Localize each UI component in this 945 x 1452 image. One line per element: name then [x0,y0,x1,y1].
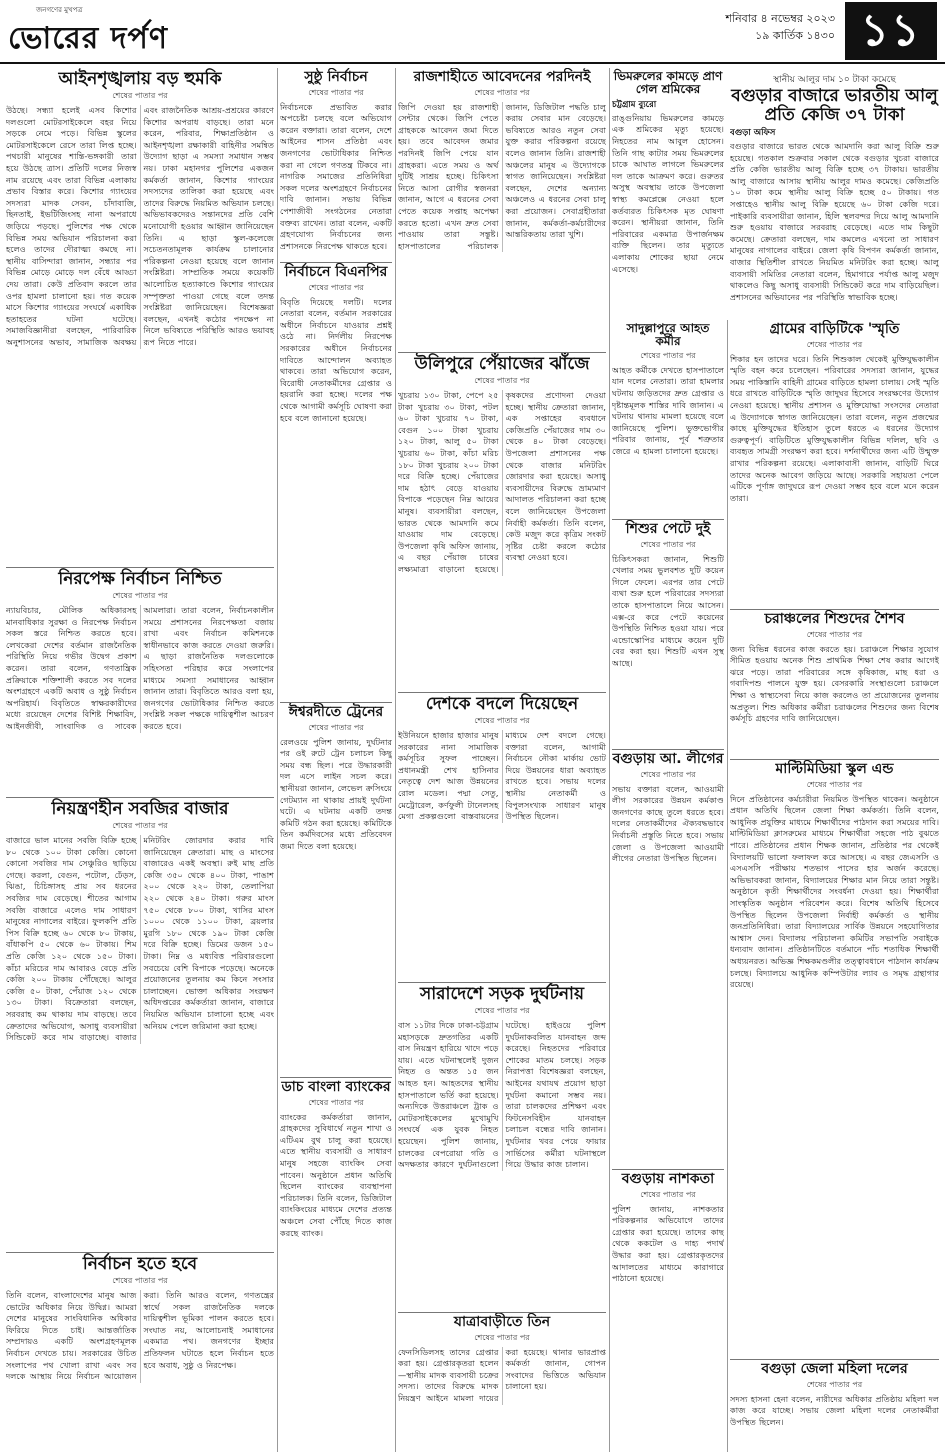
story-biyonpor[interactable] [280,263,392,703]
story-body: রাঙ্গুনিয়ায় ভিমরুলের কামড়ে এক শ্রমিকের মৃত্যু হয়েছে। নিহতের নাম আবুল হোসেন। তিনি গাছ কাটার সময় ভিমরুলের চাকে আঘাত লাগলে ভিমরুলের দল তাকে আক্রমণ করে। গুরুতর অসুস্থ অবস্থায় তাকে উপজেলা স্বাস্থ্য কমপ্লেক্সে নেওয়া হলে কর্তব্যরত চিকিৎসক মৃত ঘোষণা করেন। স্থানীয়রা জানান, তিনি পরিবারের একমাত্র উপার্জনক্ষম ব্যক্তি ছিলেন। তার মৃত্যুতে এলাকায় শোকের ছায়া নেমে এসেছে। [612,112,724,274]
story-body: বাস ১১টার দিকে ঢাকা-চট্টগ্রাম মহাসড়কে দ্রুতগতির একটি বাস নিয়ন্ত্রণ হারিয়ে খাদে পড়ে যায়। এতে ঘটনাস্থলেই দুজন নিহত ও অন্তত ১৫ জন আহত হন। আহতদের স্থানীয় হাসপাতালে ভর্তি করা হয়েছে। অন্যদিকে উত্তরাঞ্চলে ট্রাক ও মোটরসাইকেলের মুখোমুখি সংঘর্ষে এক যুবক নিহত হয়েছেন। পুলিশ জানায়, চালকের বেপরোয়া গতি ও অদক্ষতার কারণে দুর্ঘটনাগুলো ঘটেছে। হাইওয়ে পুলিশ দুর্ঘটনাকবলিত যানবাহন জব্দ করেছে। নিহতদের পরিবারে শোকের মাতম চলছে। সড়ক নিরাপত্তা বিশেষজ্ঞরা বলছেন, আইনের যথাযথ প্রয়োগ ছাড়া দুর্ঘটনা কমানো সম্ভব নয়। তারা চালকদের প্রশিক্ষণ এবং ফিটনেসবিহীন যানবাহন চলাচল বন্ধের দাবি জানান। দুর্ঘটনার খবর পেয়ে ফায়ার সার্ভিসের কর্মীরা ঘটনাস্থলে গিয়ে উদ্ধার কাজ চালান। [398,1020,606,1170]
story-headline[interactable]: ডাচ বাংলা ব্যাংকের [281,1079,391,1095]
column-5-lower [730,320,939,1452]
story-sushtho[interactable] [280,68,392,263]
story-body: বগুড়ার বাজারে ভারত থেকে আমদানি করা আলু বিক্রি শুরু হয়েছে। গতকাল শুক্রবার সকাল থেকে বগুড়ার খুচরা বাজারে প্রতি কেজি ভারতীয় আলু বিক্রি হচ্ছে ৩৭ টাকায়। ভারতীয় আলু বাজারে আসায় স্থানীয় আলুর দামও কমেছে। কেজিপ্রতি ১০ টাকা কমে স্থানীয় আলু বিক্রি হচ্ছে ৫০ টাকায়। গত সপ্তাহেও স্থানীয় আলু বিক্রি হয়েছে ৬০ টাকা কেজি দরে। পাইকারি ব্যবসায়ীরা জানান, হিলি স্থলবন্দর দিয়ে আলু আমদানি শুরু হওয়ায় বাজারে সরবরাহ বেড়েছে। এতে দাম কিছুটা কমেছে। ক্রেতারা বলছেন, দাম কমলেও এখনো তা সাধারণ মানুষের নাগালের বাইরে। জেলা কৃষি বিপণন কর্মকর্তা জানান, বাজার স্থিতিশীল রাখতে নিয়মিত মনিটরিং করা হচ্ছে। আলু ব্যবসায়ী সমিতির নেতারা বলেন, হিমাগারে পর্যাপ্ত আলু মজুদ থাকলেও কিছু অসাধু ব্যবসায়ী সিন্ডিকেট করে দাম বাড়িয়েছিল। প্রশাসনের অভিযানের পর পরিস্থিতি স্বাভাবিক হচ্ছে। [730,141,939,302]
story-sorok[interactable] [398,983,606,1313]
column-divider [277,68,278,1452]
story-body: শিকার হন তাদের ঘরে। তিনি শিশুকাল থেকেই মুক্তিযুদ্ধকালীন স্মৃতি বহন করে চলেছেন। পরিবারের সদস্যরা জানান, যুদ্ধের সময় পাকিস্তানি বাহিনী গ্রামের বাড়িতে হামলা চালায়। সেই স্মৃতি ধরে রাখতে বাড়িটিকে স্মৃতি জাদুঘর হিসেবে সংরক্ষণের উদ্যোগ নেওয়া হয়েছে। স্থানীয় প্রশাসন ও মুক্তিযোদ্ধা সংসদের নেতারা এ উদ্যোগকে স্বাগত জানিয়েছেন। তারা বলেন, নতুন প্রজন্মের কাছে মুক্তিযুদ্ধের ইতিহাস তুলে ধরতে এ ধরনের উদ্যোগ গুরুত্বপূর্ণ। বাড়িটিতে মুক্তিযুদ্ধকালীন বিভিন্ন দলিল, ছবি ও ব্যবহৃত সামগ্রী সংরক্ষণ করা হবে। দর্শনার্থীদের জন্য এটি উন্মুক্ত রাখার পরিকল্পনা রয়েছে। এলাকাবাসী জানান, বাড়িটি ঘিরে তাদের অনেক আবেগ জড়িয়ে আছে। সরকারি সহায়তা পেলে এটিকে পূর্ণাঙ্গ জাদুঘরে রূপ দেওয়া সম্ভব হবে বলে মনে করেন তারা। [730,353,939,503]
date-gregorian: শনিবার ৪ নভেম্বর ২০২৩ [725,12,835,25]
story-body: ব্যাংকের কর্মকর্তারা জানান, গ্রাহকদের সুবিধার্থে নতুন শাখা ও এটিএম বুথ চালু করা হয়েছে। এতে স্থানীয় ব্যবসায়ী ও সাধারণ মানুষ সহজে ব্যাংকিং সেবা পাবেন। অনুষ্ঠানে প্রধান অতিথি ছিলেন ব্যাংকের ব্যবস্থাপনা পরিচালক। তিনি বলেন, ডিজিটাল ব্যাংকিংয়ের মাধ্যমে দেশের প্রত্যন্ত অঞ্চলে সেবা পৌঁছে দিতে কাজ করছে ব্যাংক। [280,1111,392,1238]
story-headline[interactable]: শিশুর পেটে দুই [625,521,711,537]
story-body: বিবৃতি দিয়েছে দলটি। দলের নেতারা বলেন, বর্তমান সরকারের অধীনে নির্বাচনে যাওয়ার প্রশ্নই ওঠে না। নির্দলীয় নিরপেক্ষ সরকারের অধীনে নির্বাচনের দাবিতে আন্দোলন অব্যাহত থাকবে। তারা অভিযোগ করেন, বিরোধী নেতাকর্মীদের গ্রেপ্তার ও হয়রানি করা হচ্ছে। দলের পক্ষ থেকে আগামী কর্মসূচি ঘোষণা করা হবে বলে জানানো হয়েছে। [280,296,392,423]
story-body: জন্য বিভিন্ন ধরনের কাজ করতে হয়। চরাঞ্চলে শিক্ষার সুযোগ সীমিত হওয়ায় অনেক শিশু প্রাথমিক শিক্ষা শেষ করার আগেই ঝরে পড়ে। তারা পরিবারের সঙ্গে কৃষিকাজ, মাছ ধরা ও গবাদিপশু পালনে যুক্ত হয়। বেসরকারি সংস্থাগুলো চরাঞ্চলে শিক্ষা ও স্বাস্থ্যসেবা নিয়ে কাজ করলেও তা প্রয়োজনের তুলনায় অপ্রতুল। শিশু অধিকার কর্মীরা চরাঞ্চলের শিশুদের জন্য বিশেষ কর্মসূচি গ্রহণের দাবি জানিয়েছেন। [730,643,939,724]
story-rajshahi[interactable] [398,68,606,353]
story-body: বাজারে ভাল মানের সবজি বিক্রি হচ্ছে ৮০ থেকে ১০০ টাকা কেজি। কোনো কোনো সবজির দাম সেঞ্চুরিও ছাড়িয়ে গেছে। করলা, বেগুন, পটোল, ঢেঁড়স, ঝিঙা, চিচিঙ্গাসহ প্রায় সব ধরনের সবজির দাম বেড়েছে। শীতের আগাম সবজি বাজারে এলেও দাম সাধারণ মানুষের নাগালের বাইরে। ফুলকপি প্রতি পিস বিক্রি হচ্ছে ৬০ থেকে ৮০ টাকায়, বাঁধাকপি ৫০ থেকে ৬০ টাকায়। শিম প্রতি কেজি ১২০ থেকে ১৫০ টাকা। কাঁচা মরিচের দাম আবারও বেড়ে প্রতি কেজি ২০০ টাকায় পৌঁছেছে। আলুর কেজি ৫০ টাকা, পেঁয়াজ ১২০ থেকে ১৩০ টাকা। বিক্রেতারা বলছেন, সরবরাহ কম থাকায় দাম বাড়ছে। তবে ক্রেতাদের অভিযোগ, অসাধু ব্যবসায়ীরা সিন্ডিকেট করে দাম বাড়াচ্ছে। বাজার মনিটরিং জোরদার করার দাবি জানিয়েছেন ক্রেতারা। মাছ ও মাংসের বাজারেও একই অবস্থা। রুই মাছ প্রতি কেজি ৩৫০ থেকে ৪০০ টাকা, পাঙাশ ২০০ থেকে ২২০ টাকা, তেলাপিয়া ২২০ থেকে ২৪০ টাকা। গরুর মাংস ৭৫০ থেকে ৮০০ টাকা, খাসির মাংস ১০০০ থেকে ১১০০ টাকা, ব্রয়লার মুরগি ১৮০ থেকে ১৯০ টাকা কেজি দরে বিক্রি হচ্ছে। ডিমের ডজন ১৫০ টাকা। নিম্ন ও মধ্যবিত্ত পরিবারগুলো সবচেয়ে বেশি বিপাকে পড়েছে। অনেকে প্রয়োজনের তুলনায় কম কিনে সংসার চালাচ্ছেন। ভোক্তা অধিকার সংরক্ষণ অধিদপ্তরের কর্মকর্তারা জানান, বাজারে নিয়মিত অভিযান চালানো হচ্ছে এবং অনিয়ম পেলে জরিমানা করা হচ্ছে। [6,835,274,1043]
story-headline[interactable]: ঈশ্বরদীতে ট্রেনের [288,704,384,720]
story-body: তিনি বলেন, বাংলাদেশের মানুষ আজ ভোটের অধিকার নিয়ে উদ্বিগ্ন। আমরা দেশের মানুষের সাংবিধানিক অধিকার ফিরিয়ে দিতে চাই। আন্তর্জাতিক সম্প্রদায়ও একটি অংশগ্রহণমূলক নির্বাচন দেখতে চায়। সরকারের উচিত সংলাপের পথ খোলা রাখা এবং সব দলকে আস্থায় নিয়ে নির্বাচন আয়োজন করা। তিনি আরও বলেন, গণতন্ত্রের স্বার্থে সকল রাজনৈতিক দলকে দায়িত্বশীল ভূমিকা পালন করতে হবে। সংঘাত নয়, আলোচনাই সমাধানের একমাত্র পথ। জনগণের ইচ্ছার প্রতিফলন ঘটাতে হলে নির্বাচন হতে হবে অবাধ, সুষ্ঠু ও নিরপেক্ষ। [6,1290,274,1382]
story-jatrabari[interactable] [398,1313,606,1452]
story-sadullapur[interactable] [612,320,724,520]
story-headline[interactable]: নির্বাচন হতে হবে [82,1254,198,1274]
date-bangla: ১৯ কার্তিক ১৪৩০ [755,29,835,42]
story-headline[interactable]: চরাঞ্চলের শিশুদের শৈশব [764,611,905,627]
story-shishu-pete[interactable] [612,520,724,750]
story-body: ন্যায়বিচার, মৌলিক অধিকারসহ মানবাধিকার সুরক্ষা ও নিরপেক্ষ নির্বাচন সকল স্তরে নিশ্চিত করতে হবে। লেখকেরা দেশের বর্তমান রাজনৈতিক পরিস্থিতি নিয়ে গভীর উদ্বেগ প্রকাশ করেন। তারা বলেন, গণতান্ত্রিক প্রক্রিয়াকে শক্তিশালী করতে সব দলের অংশগ্রহণে একটি অবাধ ও সুষ্ঠু নির্বাচন অপরিহার্য। বিবৃতিতে স্বাক্ষরকারীদের মধ্যে রয়েছেন দেশের বিশিষ্ট শিক্ষাবিদ, আইনজীবী, সাংবাদিক ও সাবেক আমলারা। তারা বলেন, নির্বাচনকালীন সময়ে প্রশাসনের নিরপেক্ষতা বজায় রাখা এবং নির্বাচন কমিশনকে স্বাধীনভাবে কাজ করতে দেওয়া জরুরি। এ ছাড়া রাজনৈতিক দলগুলোকে সহিংসতা পরিহার করে সংলাপের মাধ্যমে সমস্যা সমাধানের আহ্বান জানান তারা। বিবৃতিতে আরও বলা হয়, জনগণের ভোটাধিকার নিশ্চিত করতে সংশ্লিষ্ট সকল পক্ষকে দায়িত্বশীল আচরণ করতে হবে। [6,605,274,731]
story-ishwardi[interactable] [280,703,392,1078]
story-body: রেলওয়ে পুলিশ জানায়, দুর্ঘটনার পর ওই রুটে ট্রেন চলাচল কিছু সময় বন্ধ ছিল। পরে উদ্ধারকারী দল এসে লাইন সচল করে। স্থানীয়রা জানান, লেভেল ক্রসিংয়ে গেটম্যান না থাকায় প্রায়ই দুর্ঘটনা ঘটে। এ ঘটনায় একটি তদন্ত কমিটি গঠন করা হয়েছে। কমিটিকে তিন কর্মদিবসের মধ্যে প্রতিবেদন জমা দিতে বলা হয়েছে। [280,736,392,852]
story-jump-line: শেষের পাতার পর [474,376,530,386]
story-jump-line: শেষের পাতার পর [806,629,863,639]
story-body: দিনে প্রতিষ্ঠানের কর্মচারীরা নিয়মিত উপস্থিত থাকেন। অনুষ্ঠানে প্রধান অতিথি ছিলেন জেলা শিক্ষা কর্মকর্তা। তিনি বলেন, আধুনিক প্রযুক্তির মাধ্যমে শিক্ষার্থীদের পাঠদান করা সময়ের দাবি। মাল্টিমিডিয়া ক্লাসরুমের মাধ্যমে শিক্ষার্থীরা সহজে পাঠ বুঝতে পারে। প্রতিষ্ঠানের প্রধান শিক্ষক জানান, প্রতিষ্ঠার পর থেকেই বিদ্যালয়টি ভালো ফলাফল করে আসছে। এ বছর জেএসসি ও এসএসসি পরীক্ষায় শতভাগ পাসের হার অর্জন করেছে। অভিভাবকরা জানান, বিদ্যালয়ের শিক্ষার মান নিয়ে তারা সন্তুষ্ট। অনুষ্ঠানে কৃতী শিক্ষার্থীদের সংবর্ধনা দেওয়া হয়। শিক্ষার্থীরা সাংস্কৃতিক অনুষ্ঠান পরিবেশন করে। বিশেষ অতিথি হিসেবে উপস্থিত ছিলেন উপজেলা নির্বাহী কর্মকর্তা ও স্থানীয় জনপ্রতিনিধিরা। তারা বিদ্যালয়ের সার্বিক উন্নয়নে সহযোগিতার আশ্বাস দেন। বিদ্যালয় পরিচালনা কমিটির সভাপতি সবাইকে ধন্যবাদ জানান। প্রতিষ্ঠানটিতে বর্তমানে পাঁচ শতাধিক শিক্ষার্থী অধ্যয়নরত। অভিজ্ঞ শিক্ষকমণ্ডলীর তত্ত্বাবধানে পাঠদান কার্যক্রম চলছে। বিদ্যালয়ে আধুনিক কম্পিউটার ল্যাব ও সমৃদ্ধ গ্রন্থাগার রয়েছে। [730,793,939,990]
story-jump-line: শেষের পাতার পর [112,821,168,831]
story-headline[interactable]: রাজশাহীতে আবেদনের পরদিনই [413,69,591,85]
logo-tagline: জনগণের মুখপত্র [36,6,83,14]
story-dutch-bangla[interactable] [280,1078,392,1452]
story-body: জিপি দেওয়া হয় রাজশাহী সেন্টার থেকে। জিপি পেতে গ্রাহককে আবেদন জমা দিতে হয়। তবে আবেদন জমার পরদিনই জিপি পেয়ে যান গ্রাহকরা। এতে সময় ও অর্থ দুটিই সাশ্রয় হচ্ছে। চিকিৎসা নিতে আসা রোগীর স্বজনরা জানান, আগে এ ধরনের সেবা পেতে কয়েক সপ্তাহ অপেক্ষা করতে হতো। এখন দ্রুত সেবা পাওয়ায় তারা সন্তুষ্ট। হাসপাতালের পরিচালক জানান, ডিজিটাল পদ্ধতি চালু করায় সেবার মান বেড়েছে। ভবিষ্যতে আরও নতুন সেবা যুক্ত করার পরিকল্পনা রয়েছে বলেও জানান তিনি। রাজশাহী অঞ্চলের মানুষ এ উদ্যোগকে স্বাগত জানিয়েছেন। সংশ্লিষ্টরা বলছেন, দেশের অন্যান্য অঞ্চলেও এ ধরনের সেবা চালু করা প্রয়োজন। সেবাগ্রহীতারা জানান, কর্মকর্তা-কর্মচারীদের আন্তরিকতায় তারা খুশি। [398,101,606,251]
column-3 [398,68,606,1452]
masthead [0,0,945,64]
story-jump-line: শেষের পাতার পর [640,769,696,779]
story-body: উঠছে। সন্ধ্যা হলেই এসব কিশোর দলগুলো মোটরসাইকেলে বহর নিয়ে সড়কে নেমে পড়ে। বিভিন্ন স্কুলের মোটরসাইকেলে রেসে তারা লিপ্ত হচ্ছে। পথচারী মানুষের শান্তি-ভঙ্গকারী তারা হয়ে উঠছে ত্রাস। প্রতিটি দলের নিজস্ব নাম রয়েছে এবং তারা বিভিন্ন এলাকায় প্রভাব বিস্তার করে। কিশোর গ্যাংয়ের সদস্যরা মাদক সেবন, চাঁদাবাজি, ছিনতাই, ইভটিজিংসহ নানা অপরাধে জড়িয়ে পড়ছে। পুলিশের পক্ষ থেকে বিভিন্ন সময় অভিযান পরিচালনা করা হলেও তাদের দৌরাত্ম্য কমছে না। স্থানীয় বাসিন্দারা জানান, সন্ধ্যার পর বিভিন্ন মোড়ে মোড়ে দল বেঁধে আড্ডা দেয় তারা। কেউ প্রতিবাদ করলে তার ওপর হামলা চালানো হয়। গত কয়েক মাসে কিশোর গ্যাংয়ের সংঘর্ষে একাধিক হতাহতের ঘটনা ঘটেছে। সমাজবিজ্ঞানীরা বলছেন, পারিবারিক অনুশাসনের অভাব, সামাজিক অবক্ষয় এবং রাজনৈতিক আশ্রয়-প্রশ্রয়ের কারণে কিশোর অপরাধ বাড়ছে। তারা মনে করেন, পরিবার, শিক্ষাপ্রতিষ্ঠান ও আইনশৃঙ্খলা রক্ষাকারী বাহিনীর সমন্বিত উদ্যোগ ছাড়া এ সমস্যা সমাধান সম্ভব নয়। ঢাকা মহানগর পুলিশের একজন কর্মকর্তা জানান, কিশোর গ্যাংয়ের সদস্যদের তালিকা করা হয়েছে এবং তাদের বিরুদ্ধে নিয়মিত অভিযান চলছে। অভিভাবকদেরও সন্তানদের প্রতি বেশি মনোযোগী হওয়ার আহ্বান জানিয়েছেন তিনি। এ ছাড়া স্কুল-কলেজে সচেতনতামূলক কার্যক্রম চালানোর পরিকল্পনা নেওয়া হয়েছে বলে জানান সংশ্লিষ্টরা। সাম্প্রতিক সময়ে কয়েকটি আলোচিত হত্যাকাণ্ডে কিশোর গ্যাংয়ের সম্পৃক্ততা পাওয়া গেছে বলে তদন্ত সংশ্লিষ্টরা জানিয়েছেন। বিশেষজ্ঞরা বলছেন, এখনই কঠোর পদক্ষেপ না নিলে ভবিষ্যতে পরিস্থিতি আরও ভয়াবহ রূপ নিতে পারে। [6,105,274,347]
story-jump-line: শেষের পাতার পর [806,1379,863,1389]
story-body: সভায় বক্তারা বলেন, আওয়ামী লীগ সরকারের উন্নয়ন কর্মকাণ্ড জনগণের কাছে তুলে ধরতে হবে। দলের নেতাকর্মীদের ঐক্যবদ্ধভাবে নির্বাচনী প্রস্তুতি নিতে হবে। সভায় জেলা ও উপজেলা আওয়ামী লীগের নেতারা উপস্থিত ছিলেন। [612,783,724,864]
story-byline: বগুড়া অফিস [730,128,776,139]
story-jump-line: শেষের পাতার পর [112,91,168,101]
story-mohila-dol[interactable] [730,1360,939,1452]
story-gramer-bari[interactable] [730,320,939,610]
story-headline[interactable]: সাদুল্লাপুরে আহত কর্মীর [626,321,710,349]
story-headline[interactable]: সুষ্ঠু নির্বাচন [304,69,368,85]
story-bogura-al[interactable] [612,750,724,1170]
story-jump-line: শেষের পাতার পর [474,716,530,726]
story-body: নির্বাচনকে প্রভাবিত করার অপচেষ্টা চলছে বলে অভিযোগ করেন বক্তারা। তারা বলেন, দেশে আইনের শাসন প্রতিষ্ঠা এবং জনগণের ভোটাধিকার নিশ্চিত করা না গেলে গণতন্ত্র টিকবে না। নাগরিক সমাজের প্রতিনিধিরা সকল দলের অংশগ্রহণে নির্বাচনের দাবি জানান। সভায় বিভিন্ন পেশাজীবী সংগঠনের নেতারা বক্তব্য রাখেন। তারা বলেন, একটি গ্রহণযোগ্য নির্বাচনের জন্য প্রশাসনকে নিরপেক্ষ থাকতে হবে। [280,101,392,251]
story-headline[interactable]: যাত্রাবাড়ীতে তিন [453,1314,551,1330]
story-headline[interactable]: বগুড়ার বাজারে ভারতীয় আলু প্রতি কেজি ৩৭ টাকা [731,86,938,126]
story-body: সদস্য হাসনা হেনা বলেন, নারীদের অধিকার প্রতিষ্ঠায় মহিলা দল কাজ করে যাচ্ছে। সভায় জেলা মহিলা দলের নেতাকর্মীরা উপস্থিত ছিলেন। [730,1393,939,1427]
story-headline[interactable]: উলিপুরে পেঁয়াজের ঝাঁজে [414,354,590,374]
column-divider [609,68,610,1452]
story-headline[interactable]: নির্বাচনে বিএনপির [284,264,388,280]
story-headline[interactable]: বগুড়া জেলা মহিলা দলের [761,1361,908,1377]
story-nirbachon-hote-hobe[interactable] [6,1253,274,1452]
story-headline[interactable]: সারাদেশে সড়ক দুর্ঘটনায় [420,984,584,1004]
story-body: ইউনিয়নে হাজার হাজার মানুষ সরকারের নানা সামাজিক কর্মসূচির সুফল পাচ্ছেন। প্রধানমন্ত্রী শেখ হাসিনার নেতৃত্বে দেশ আজ উন্নয়নের রোল মডেল। পদ্মা সেতু, মেট্রোরেল, কর্ণফুলী টানেলসহ মেগা প্রকল্পগুলো বাস্তবায়নের মাধ্যমে দেশ বদলে গেছে। বক্তারা বলেন, আগামী নির্বাচনে নৌকা মার্কায় ভোট দিয়ে উন্নয়নের ধারা অব্যাহত রাখতে হবে। সভায় দলের স্থানীয় নেতাকর্মী ও বিপুলসংখ্যক সাধারণ মানুষ উপস্থিত ছিলেন। [398,730,606,822]
story-jump-line: শেষের পাতার পর [806,339,863,349]
column-2 [280,68,392,1452]
story-body: আহত কর্মীকে দেখতে হাসপাতালে যান দলের নেতারা। তারা হামলার ঘটনায় জড়িতদের দ্রুত গ্রেপ্তার ও দৃষ্টান্তমূলক শাস্তির দাবি জানান। এ ঘটনায় থানায় মামলা হয়েছে বলে জানিয়েছে পুলিশ। ভুক্তভোগীর পরিবার জানায়, পূর্ব শত্রুতার জেরে এ হামলা চালানো হয়েছে। [612,364,724,457]
story-chorancholer[interactable] [730,610,939,760]
story-body: পুলিশ জানায়, নাশকতার পরিকল্পনার অভিযোগে তাদের গ্রেপ্তার করা হয়েছে। তাদের কাছ থেকে ককটেল ও দাহ্য পদার্থ উদ্ধার করা হয়। গ্রেপ্তারকৃতদের আদালতের মাধ্যমে কারাগারে পাঠানো হয়েছে। [612,1203,724,1284]
story-nirpekkho[interactable] [6,568,274,798]
story-jump-line: শেষের পাতার পর [640,539,696,549]
story-sobji[interactable] [6,798,274,1253]
story-jump-line: শেষের পাতার পর [474,87,530,97]
dateline [725,10,835,44]
story-multimedia[interactable] [730,760,939,1360]
story-jump-line: শেষের পাতার পর [640,350,696,360]
page-number: ১১ [845,2,937,60]
story-headline[interactable]: বগুড়ায় আ. লীগের [612,751,724,767]
column-1 [6,68,274,1452]
story-bogura-nashkota[interactable] [612,1170,724,1452]
story-headline[interactable]: আইনশৃঙ্খলায় বড় হুমকি [58,69,222,89]
story-jump-line: শেষের পাতার পর [474,1332,530,1342]
story-jump-line: শেষের পাতার পর [474,1006,530,1016]
column-5-top [730,68,939,318]
story-body: খুচরায় ১৩০ টাকা, পেপে ২৫ টাকা খুচরায় ৩০ টাকা, পটল ৬০ টাকা খুচরায় ৭০ টাকা, বেগুন ১০০ টাকা খুচরায় ১২০ টাকা, আলু ৫০ টাকা খুচরায় ৬০ টাকা, কাঁচা মরিচ ১৮০ টাকা খুচরায় ২০০ টাকা দরে বিক্রি হচ্ছে। পেঁয়াজের দাম হঠাৎ বেড়ে যাওয়ায় বিপাকে পড়েছেন নিম্ন আয়ের মানুষ। ব্যবসায়ীরা বলছেন, ভারত থেকে আমদানি কমে যাওয়ায় দাম বেড়েছে। উপজেলা কৃষি অফিস জানায়, এ বছর পেঁয়াজ চাষের লক্ষ্যমাত্রা বাড়ানো হয়েছে। কৃষকদের প্রণোদনা দেওয়া হচ্ছে। স্থানীয় ক্রেতারা জানান, এক সপ্তাহের ব্যবধানে কেজিপ্রতি পেঁয়াজের দাম ৩০ থেকে ৪০ টাকা বেড়েছে। উপজেলা প্রশাসনের পক্ষ থেকে বাজার মনিটরিং জোরদার করা হয়েছে। অসাধু ব্যবসায়ীদের বিরুদ্ধে ভ্রাম্যমাণ আদালত পরিচালনা করা হচ্ছে বলে জানিয়েছেন উপজেলা নির্বাহী কর্মকর্তা। তিনি বলেন, কেউ মজুদ করে কৃত্রিম সংকট সৃষ্টির চেষ্টা করলে কঠোর ব্যবস্থা নেওয়া হবে। [398,390,606,574]
story-alu[interactable] [730,68,939,318]
story-jump-line: শেষের পাতার পর [640,1189,696,1199]
story-jump-line: শেষের পাতার পর [308,722,364,732]
story-kicker: স্থানীয় আলুর দাম ১০ টাকা কমেছে [773,75,896,85]
column-divider [727,320,728,1452]
story-aynshrinkhola[interactable] [6,68,274,568]
story-body: চিকিৎসকরা জানান, শিশুটি খেলার সময় ভুলবশত দুটি কয়েন গিলে ফেলে। এরপর তার পেটে ব্যথা শুরু হলে পরিবারের সদস্যরা তাকে হাসপাতালে নিয়ে আসেন। এক্স-রে করে পেটে কয়েনের উপস্থিতি নিশ্চিত হওয়া যায়। পরে এন্ডোস্কোপির মাধ্যমে কয়েন দুটি বের করা হয়। শিশুটি এখন সুস্থ আছে। [612,553,724,669]
newspaper-page [0,68,945,1452]
newspaper-logo[interactable] [8,4,248,60]
story-headline[interactable]: গ্রামের বাড়িটিকে 'স্মৃতি [769,321,900,337]
column-divider [395,68,396,1452]
story-desh-bodle[interactable] [398,693,606,983]
story-headline[interactable]: নিরপেক্ষ নির্বাচন নিশ্চিত [58,569,222,589]
story-jump-line: শেষের পাতার পর [308,87,364,97]
story-jump-line: শেষের পাতার পর [308,282,364,292]
story-headline[interactable]: দেশকে বদলে দিয়েছেন [425,694,579,714]
story-bhimrul[interactable] [612,68,724,318]
logo-wordmark: ভোরের দর্পণ [8,21,168,56]
story-jump-line: শেষের পাতার পর [806,779,863,789]
story-jump-line: শেষের পাতার পর [112,1276,168,1286]
story-headline[interactable]: বগুড়ায় নাশকতা [621,1171,715,1187]
story-headline[interactable]: মাল্টিমিডিয়া স্কুল এন্ড [775,761,894,777]
story-body: ফেনসিডিলসহ তাদের গ্রেপ্তার করা হয়। গ্রেপ্তারকৃতরা হলেন—স্থানীয় মাদক ব্যবসায়ী চক্রের সদস্য। তাদের বিরুদ্ধে মাদক নিয়ন্ত্রণ আইনে মামলা দায়ের করা হয়েছে। থানার ভারপ্রাপ্ত কর্মকর্তা জানান, গোপন সংবাদের ভিত্তিতে অভিযান চালানো হয়। [398,1346,606,1404]
story-jump-line: শেষের পাতার পর [112,591,168,601]
story-headline[interactable]: নিয়ন্ত্রণহীন সবজির বাজার [51,799,229,819]
story-headline[interactable]: ভিমরুলের কামড়ে প্রাণ গেল শ্রমিকের [613,69,723,97]
story-jump-line: শেষের পাতার পর [308,1097,364,1107]
story-peyaj[interactable] [398,353,606,693]
column-4-lower [612,320,724,1452]
story-byline: চট্টগ্রাম ব্যুরো [612,99,657,110]
